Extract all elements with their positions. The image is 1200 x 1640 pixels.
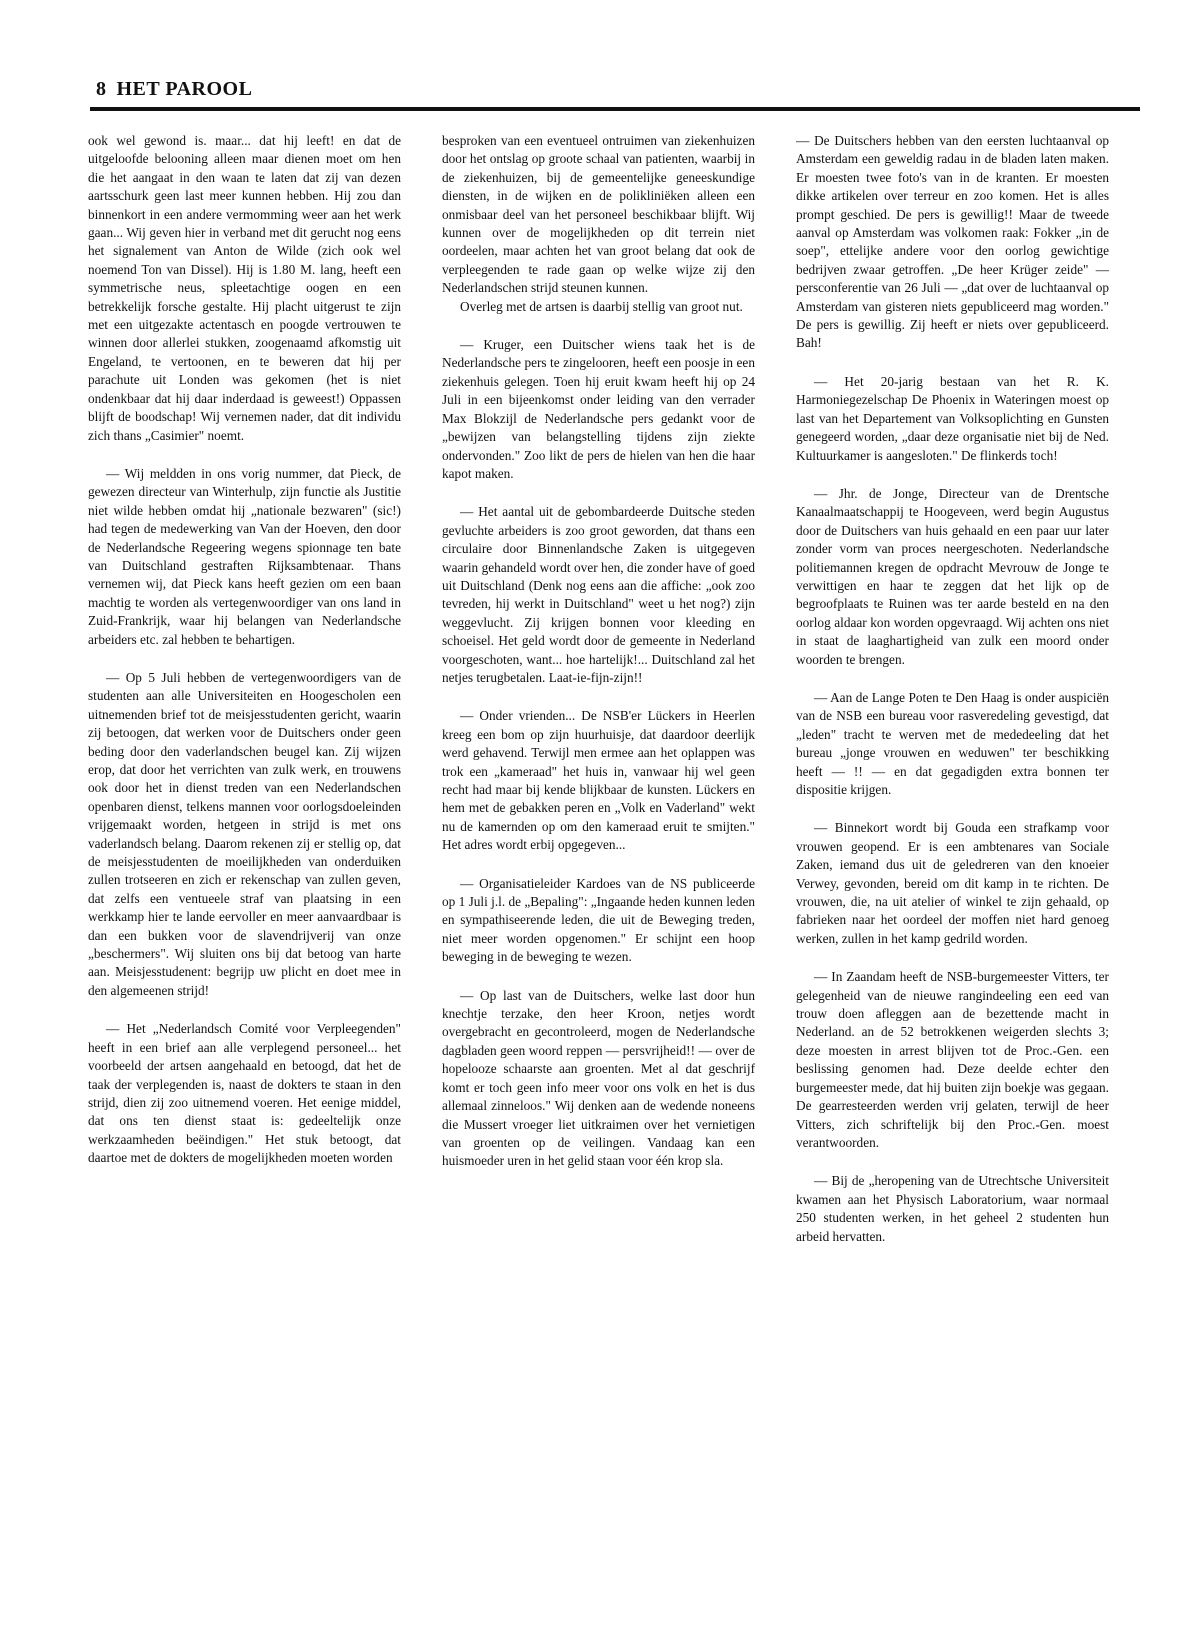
article-paragraph: Overleg met de artsen is daarbij stellig van groot nut. <box>460 298 743 314</box>
article-paragraph: — Jhr. de Jonge, Directeur van de Drentsche Kanaalmaatschappij te Hoogeveen, werd begin Augustus door de Duitschers van huis gehaald en een paar uur later zonder vorm van proces neergeschoten. Nederlandsche politiemannen kregen de opdracht Mevrouw de Jonge te verwittigen en haar te zeggen dat het lijk op de begroofplaats te Ruinen was ter aarde besteld en na den oorlog aldaar kon worden opgevraagd. Wij achten ons niet in staat de laaghartigheid van zulk een moord onder woorden te brengen. <box>796 485 1109 667</box>
article-paragraph: — Bij de „heropening van de Utrechtsche Universiteit kwamen aan het Physisch Laboratorium, waar normaal 250 studenten werken, in het geheel 2 studenten hun arbeid hervatten. <box>796 1173 1109 1244</box>
masthead <box>96 78 252 101</box>
article-paragraph: — Het „Nederlandsch Comité voor Verpleegenden" heeft in een brief aan alle verplegend personeel... het voorbeeld der artsen aangehaald en betoogd, dat het de taak der verplegenden is, naast de dokters te staan in den strijd, dien zij zoo uitnemend voeren. Het eenige middel, dat ons ten dienst staat is: gedeeltelijk onze werkzaamheden beëindigen." Het stuk betoogt, dat daartoe met de dokters de mogelijkheden moeten worden <box>88 1021 401 1166</box>
article-paragraph: — Het aantal uit de gebombardeerde Duitsche steden gevluchte arbeiders is zoo groot geworden, dat thans een circulaire door Binnenlandsche Zaken is uitgegeven waarin gehandeld wordt over hen, die zonder have of goed uit Duitschland (Denk nog eens aan die affiche: „ook zoo tevreden, hij werkt in Duitschland" weet u het nog?) zijn weggevlucht. Zij krijgen bonnen voor kleeding en schoeisel. Het geld wordt door de gemeente in Nederland voorgeschoten, want... hoe hartelijk!... Duitschland zal het netjes terugbetalen. Laat-ie-fijn-zijn!! <box>442 504 755 685</box>
article-paragraph: — Op 5 Juli hebben de vertegenwoordigers van de studenten aan alle Universiteiten en Hoogescholen een uitnemenden brief tot de meisjesstudenten gericht, waarin zij betoogen, dat werken voor de Duitschers onder geen beding door den vaderlandschen beugel kan. Zij wijzen erop, dat door het verrichten van zulk werk, en trouwens ook door het in dienst treden van een Nederlandschen openbaren dienst, telkens mannen voor oorlogsdoeleinden vrijgemaakt worden, hetgeen in strijd is met ons vaderlandsch belang. Daarom rekenen zij er stellig op, dat de meisjesstudenten de moeilijkheden van onderduiken zullen trotseeren en zich er rekenschap van zullen geven, dat zelfs een ventueele straf van plaatsing in een werkkamp hier te lande eervoller en meer aanvaardbaar is dan een bukken voor de slavendrijverij van onze „beschermers". Wij sluiten ons bij dat betoog van harte aan. Meisjesstudenent: begrijp uw plicht en doet mee in den algemeenen strijd! <box>88 669 401 998</box>
article-paragraph: — Onder vrienden... De NSB'er Lückers in Heerlen kreeg een bom op zijn huurhuisje, dat daardoor deerlijk werd gehavend. Terwijl men ermee aan het oplappen was trok een „kameraad" het huis in, vanwaar hij wel geen recht had maar bij kende blijkbaar de kunsten. Lückers en hem met de gebakken peren en „Volk en Vaderland" wekt nu de kamernden op om den kameraad eruit te smijten." Het adres wordt erbij opgegeven... <box>442 708 755 853</box>
article-paragraph: ook wel gewond is. maar... dat hij leeft! en dat de uitgeloofde belooning alleen maar dienen moet om hen die het aangaat in den waan te laten dat zij van dezen aartsschurk geen last meer kunnen hebben. Hij zou dan binnenkort in een andere vermomming weer aan het werk gaan... Wij geven hier in verband met dit gerucht nog eens het signalement van Anton de Wilde (zich ook wel noemend Ton van Dissel). Hij is 1.80 M. lang, heeft een symmetrische neus, spleetachtige oogen en een betrekkelijk forsche gestalte. Hij placht uitgerust te zijn met een uitgezakte actentasch en poogde vertrouwen te winnen door allerlei stukken, zoogenaamd afkomstig uit Engeland, te vertoonen, en te beweren dat hij per parachute uit Londen was gekomen (het is niet ondenkbaar dat hij daar inderdaad is geweest!) Oppassen blijft de boodschap! Wij vernemen nader, dat dit individu zich thans „Casimier" noemt. <box>88 133 401 443</box>
newspaper-title: HET PAROOL <box>116 78 253 100</box>
article-paragraph: — Het 20-jarig bestaan van het R. K. Harmoniegezelschap De Phoenix in Wateringen moest op last van het Departement van Volksoplichting en Gunsten genegeerd worden, „daar deze organisatie niet bij de Ned. Kultuurkamer is aangesloten." De flinkerds toch! <box>796 373 1109 463</box>
article-paragraph: — Aan de Lange Poten te Den Haag is onder auspiciën van de NSB een bureau voor rasveredeling gevestigd, dat „leden" tracht te werven met de mededeeling dat het bureau „jonge vrouwen en weduwen" ter beschikking heeft — !! — en dat gegadigden extra bonnen ter dispositie krijgen. <box>796 689 1109 797</box>
article-paragraph: — Wij meldden in ons vorig nummer, dat Pieck, de gewezen directeur van Winterhulp, zijn functie als Justitie niet wilde hebben omdat hij „nationale bezwaren" (sic!) had tegen de medewerking van Van der Hoeven, den door de Nederlandsche Regeering wegens spionnage ten bate van Duitschland gestraften Rijksambtenaar. Thans vernemen wij, dat Pieck kans heeft gezien om een baan machtig te worden als vertegenwoordiger van ons land in Zuid-Frankrijk, waar hij belangen van Nederlandsche arbeiders etc. zal hebben te behartigen. <box>88 465 401 647</box>
column-3 <box>796 132 1109 1572</box>
article-paragraph: — In Zaandam heeft de NSB-burgemeester Vitters, ter gelegenheid van de nieuwe rangindeeling een eed van trouw doen afleggen aan de bezettende macht in Nederland. an de 52 betrokkenen weigerden slechts 3; deze moesten in arrest blijven tot de Proc.-Gen. een beslissing genomen had. Deze deelde echter den burgemeester mede, dat hij buiten zijn boekje was gegaan. De gearresteerden werden vrij gelaten, terwijl de heer Vitters, zich schriftelijk bij den Proc.-Gen. moest verantwoorden. <box>796 969 1109 1150</box>
column-2 <box>442 132 755 1572</box>
article-paragraph: — Op last van de Duitschers, welke last door hun knechtje terzake, den heer Kroon, netjes wordt overgebracht en gecontroleerd, mogen de Nederlandsche dagbladen geen woord reppen — persvrijheid!! — over de hopelooze schaarste aan groenten. Met al dat geschrijf komt er toch geen info meer voor ons volk en het is dus allemaal zinneloos." Wij denken aan de wedende noneens die Mussert vroeger liet uitkraimen over het vernietigen van groenten op de veilingen. Vandaag kan een huismoeder uren in het gelid staan voor één krop sla. <box>442 987 755 1169</box>
article-paragraph: — Organisatieleider Kardoes van de NS publiceerde op 1 Juli j.l. de „Bepaling": „Ingaande heden kunnen leden en sympathiseerende leden, die uit de Beweging treden, niet meer worden opgenomen." Er schijnt een hoop beweging in de beweging te wezen. <box>442 875 755 965</box>
page-number: 8 <box>96 78 107 100</box>
article-paragraph: — Binnekort wordt bij Gouda een strafkamp voor vrouwen geopend. Er is een ambtenares van Sociale Zaken, iemand dus uit de geledreren van den knoeier Verwey, gevonden, bereid om dit kamp in te richten. De vrouwen, die, na uit atelier of winkel te zijn gehaald, op fabrieken naar het oordeel der moffen niet hard genoeg werken, zullen in het kamp gedrild worden. <box>796 820 1109 946</box>
column-1 <box>88 132 401 1572</box>
header-rule <box>90 107 1140 111</box>
article-paragraph: — De Duitschers hebben van den eersten luchtaanval op Amsterdam een geweldig radau in de bladen laten maken. Er moesten twee foto's van in de kranten. Er moesten dikke artikelen over terreur en zoo komen. Het is alles prompt geschied. De pers is gewillig!! Maar de tweede aanval op Amsterdam was volkomen raak: Fokker „in de soep", ettelijke andere voor den oorlog gewichtige bedrijven zwaar getroffen. „De heer Krüger zeide" — persconferentie van 26 Juli — „dat over de luchtaanval op Amsterdam van gisteren niets gepubliceerd mag worden." De pers is gewillig. Zij heeft er niets over gepubliceerd. Bah! <box>796 133 1109 351</box>
article-paragraph: besproken van een eventueel ontruimen van ziekenhuizen door het ontslag op groote schaal van patienten, waarbij in de ziekenhuizen, bij de gemeentelijke geneeskundige diensten, in de wijken en de polikliniëken alleen een onmisbaar deel van het personeel beschikbaar blijft. Wij kunnen over de mogelijkheden op dit terrein niet oordeelen, maar achten het van groot belang dat ook de verpleegenden te rade gaan op welke wijze zij den Nederlandschen strijd steunen kunnen. <box>442 133 755 296</box>
article-paragraph: — Kruger, een Duitscher wiens taak het is de Nederlandsche pers te zingelooren, heeft een poosje in een ziekenhuis gelegen. Toen hij eruit kwam heeft hij op 24 Juli in een bijeenkomst onder leiding van den verrader Max Blokzijl de Nederlandsche pers gedankt voor de „bewijzen van belangstelling tijdens zijn ziekte ondervonden." Zoo likt de pers de hielen van hen die haar kapot maken. <box>442 337 755 481</box>
